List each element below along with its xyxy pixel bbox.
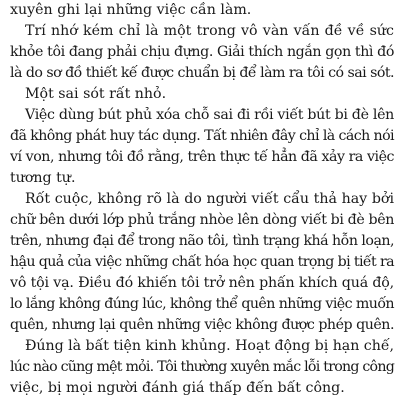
paragraph-start-line: Rốt cuộc, không rõ là do người viết cẩu thả hay bởi — [25, 191, 394, 207]
paragraph-start-line: Trí nhớ kém chỉ là một trong vô vàn vấn đề về sức — [25, 23, 394, 39]
text-line: hậu quả của việc những chất hóa học quan trọng bị tiết ra — [10, 254, 394, 270]
text-line: tương tự. — [10, 170, 76, 186]
paragraph-start-line: Một sai sót rất nhỏ. — [25, 86, 167, 102]
text-line: là do sơ đồ thiết kế được chuẩn bị để làm ra tôi có sai sót. — [10, 65, 394, 81]
paragraph-start-line: Việc dùng bút phủ xóa chỗ sai đi rồi viết bút bi đè lên — [25, 107, 394, 123]
text-line: đã không phát huy tác dụng. Tất nhiên đây chỉ là cách nói — [10, 128, 394, 144]
text-line: khỏe tôi đang phải chịu đựng. Giải thích ngắn gọn thì đó — [10, 44, 394, 60]
text-line: ví von, nhưng tôi đồ rằng, trên thực tế hẳn đã xảy ra việc — [10, 149, 394, 165]
text-line: trên, nhưng đại để trong não tôi, tình trạng khá hỗn loạn, — [10, 233, 394, 249]
paragraph-start-line: Đúng là bất tiện kinh khủng. Hoạt động bị hạn chế, — [25, 338, 394, 354]
text-line: chữ bên dưới lớp phủ trắng nhòe lên dòng viết bi đè bên — [10, 212, 394, 228]
text-line: lo lắng không đúng lúc, không thể quên những việc muốn — [10, 296, 394, 312]
text-line: việc, bị mọi người đánh giá thấp đến bất công. — [10, 380, 345, 396]
text-line: vô tội vạ. Điều đó khiến tôi trở nên phấn khích quá độ, — [10, 275, 394, 291]
text-line: lúc nào cũng mệt mỏi. Tôi thường xuyên mắc lỗi trong công — [10, 359, 394, 375]
book-page — [10, 0, 400, 400]
text-line: quên, nhưng lại quên những việc không được phép quên. — [10, 317, 394, 333]
text-line: xuyên ghi lại những việc cần làm. — [10, 2, 252, 18]
